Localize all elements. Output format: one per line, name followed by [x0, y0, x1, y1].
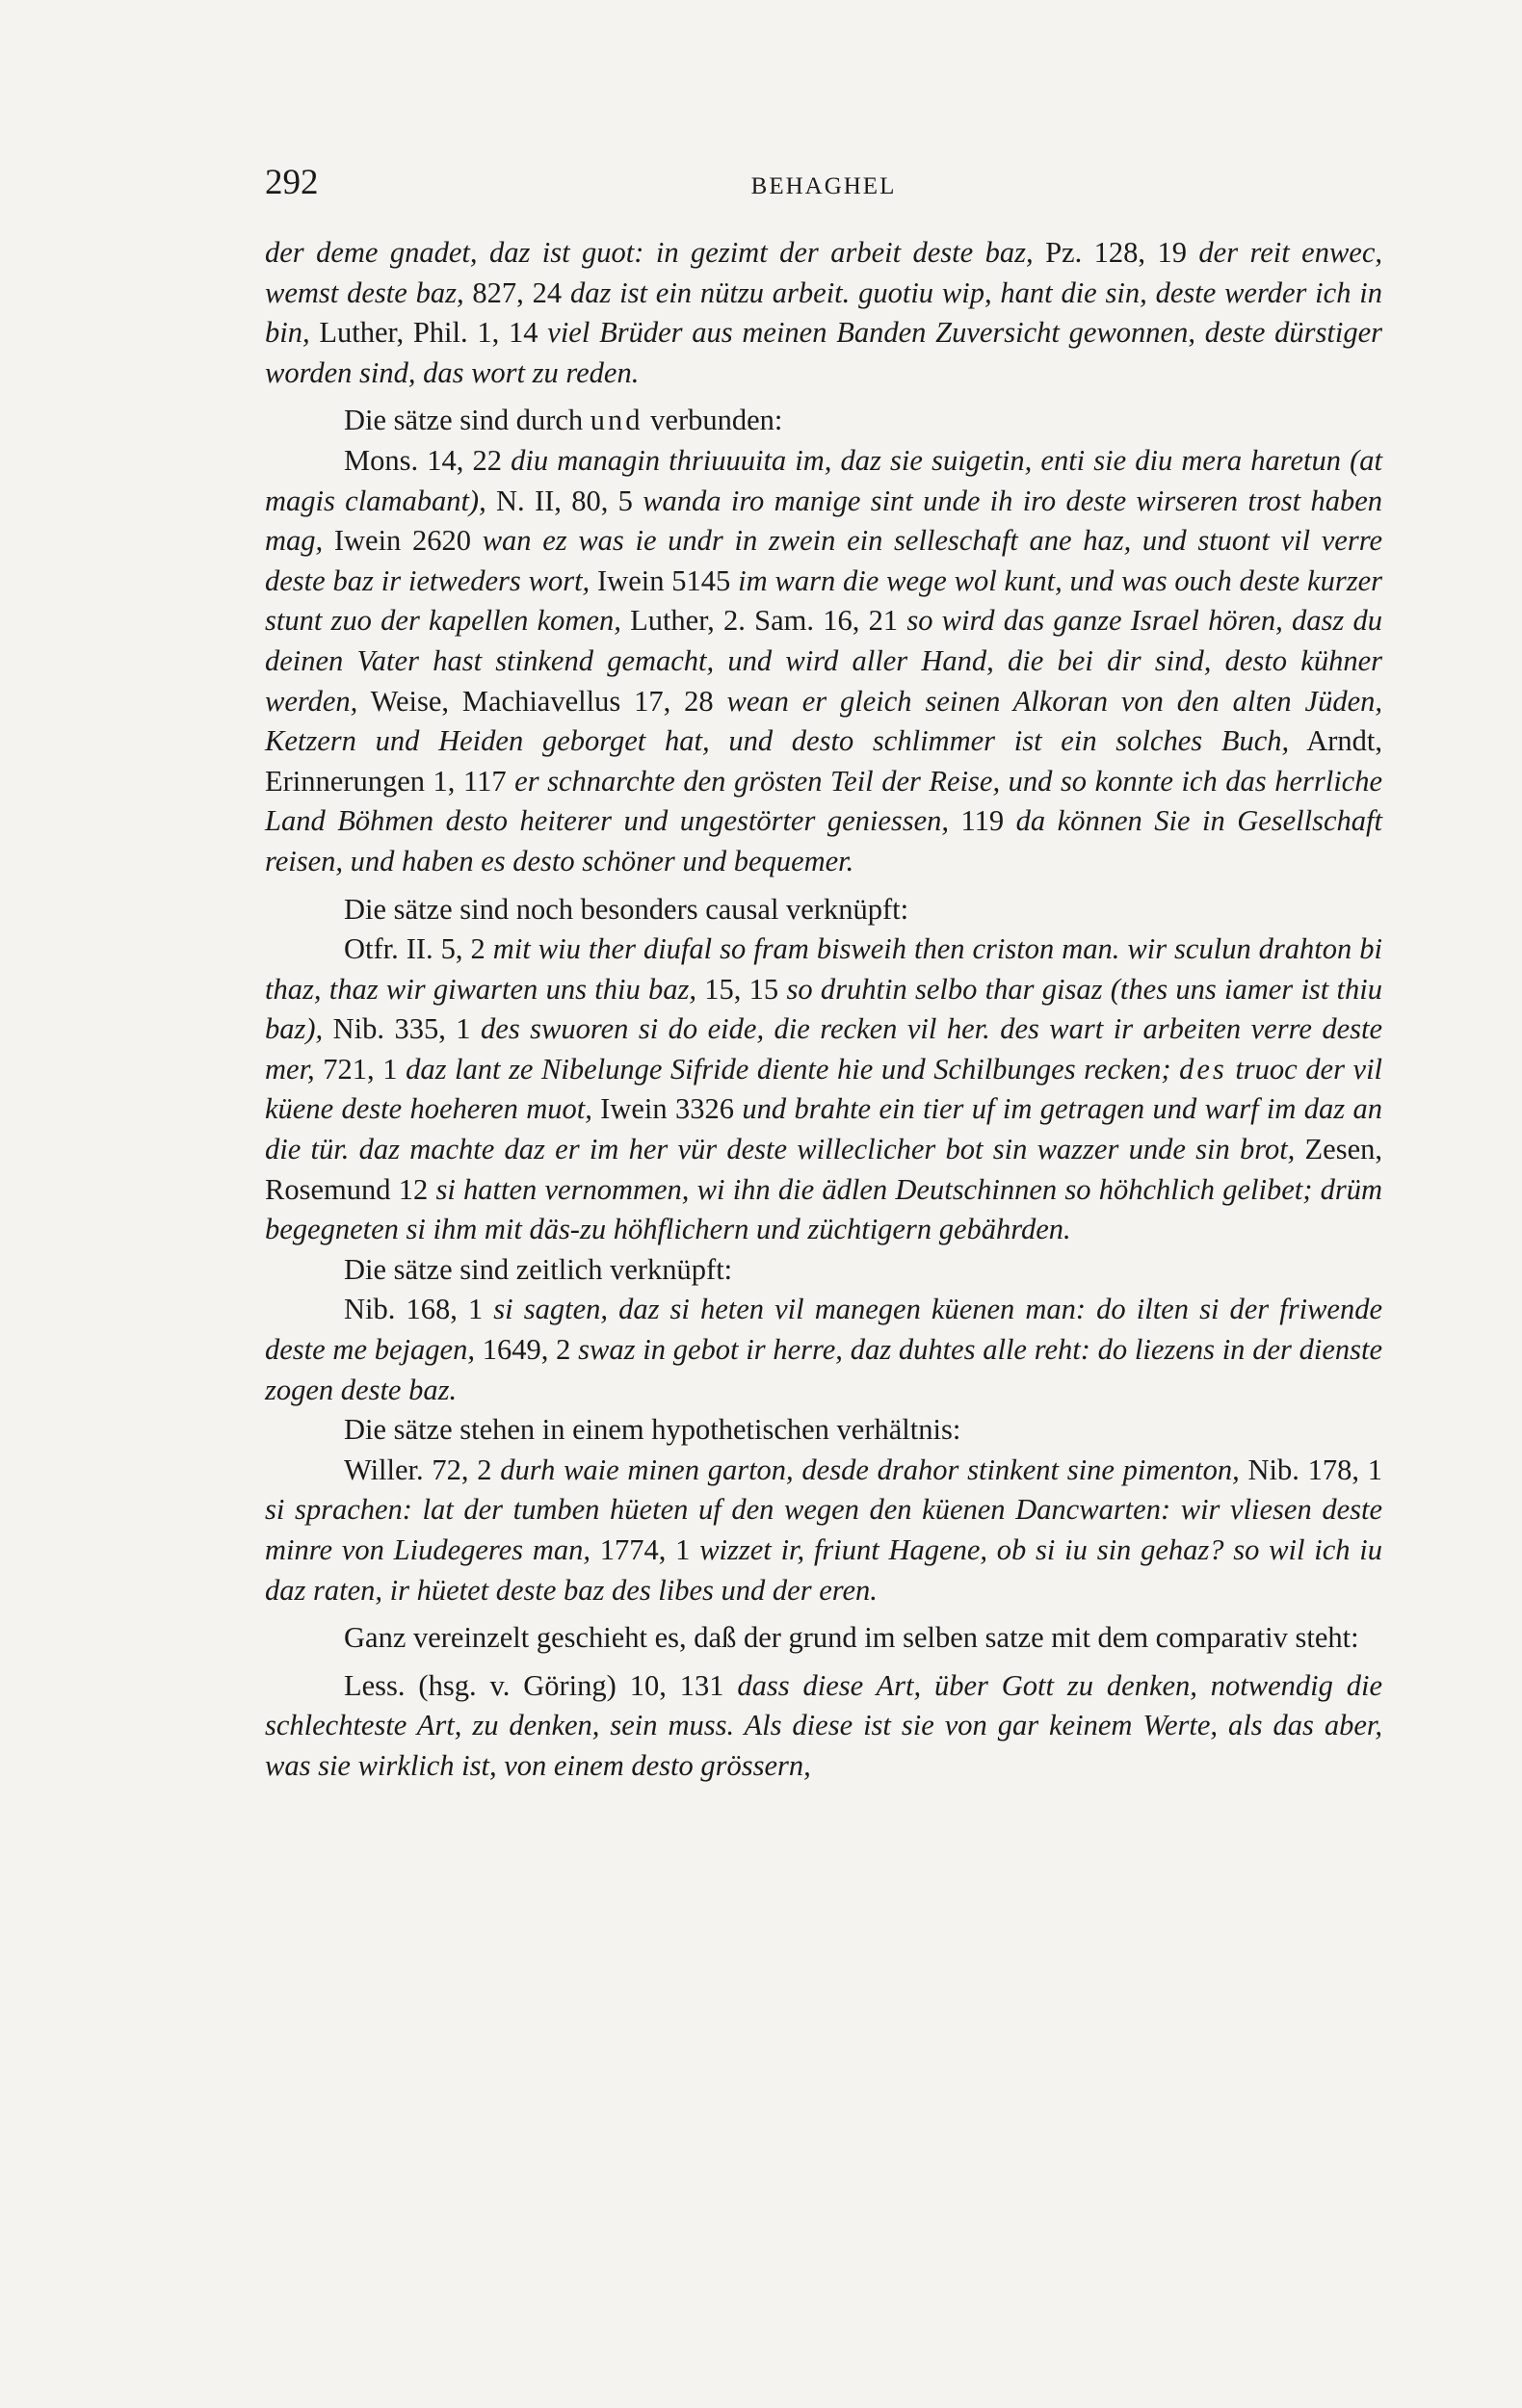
- citation: Zesen, Rosemund 12: [265, 1133, 1382, 1206]
- citation: Weise, Machiavellus 17, 28: [357, 684, 727, 718]
- page-body: [265, 233, 1382, 1787]
- quote: er schnarchte den grösten Teil der Reise, und so konnte ich das herrliche Land Böhmen desto heiterer und ungestörter geniessen,: [265, 764, 1382, 838]
- heading-text: verbunden:: [643, 404, 783, 437]
- paragraph-6: [265, 1666, 1382, 1787]
- paragraph-5: [265, 1451, 1382, 1610]
- citation: 721, 1: [314, 1052, 407, 1086]
- citation: Iwein 5145: [590, 563, 739, 597]
- citation: Mons. 14, 22: [344, 443, 512, 477]
- quote: durh waie minen garton, desde drahor stinkent sine pimenton,: [500, 1453, 1240, 1486]
- quote: mit wiu ther diufal so fram bisweih then criston man. wir sculun drahton bi thaz, thaz wir giwarten uns thiu baz,: [265, 932, 1382, 1006]
- citation: Nib. 168, 1: [344, 1293, 494, 1326]
- citation: N. II, 80, 5: [485, 484, 643, 517]
- quote: der reit enwec, wemst deste baz,: [265, 236, 1383, 309]
- quote: wan ez was ie undr in zwein ein selleschaft ane haz, und stuont vil verre deste baz ir ietweders wort,: [265, 524, 1382, 597]
- section-heading-temporal: Die sätze sind zeitlich verknüpft:: [344, 1252, 733, 1286]
- spaced-word: und: [590, 404, 643, 437]
- quote: wizzet ir, friunt Hagene, ob si iu sin gehaz? so wil ich iu daz raten, ir hüetet deste baz des libes und der eren.: [265, 1533, 1383, 1607]
- citation: Iwein 3326: [591, 1092, 743, 1126]
- citation: Less. (hsg. v. Göring) 10, 131: [344, 1668, 738, 1702]
- citation: Pz. 128, 19: [1033, 236, 1199, 269]
- running-head: BEHAGHEL: [750, 173, 897, 199]
- citation: Luther, 2. Sam. 16, 21: [620, 604, 907, 638]
- quote: swaz in gebot ir herre, daz duhtes alle reht: do liezens in der dienste zogen deste baz.: [265, 1333, 1383, 1406]
- page-header: [265, 162, 1382, 212]
- quote: viel Brüder aus meinen Banden Zuversicht gewonnen, deste dürstiger worden sind, das wort zu reden.: [265, 316, 1382, 389]
- quote: des swuoren si do eide, die recken vil her. des wart ir arbeiten verre deste mer,: [265, 1012, 1382, 1086]
- quote: wean er gleich seinen Alkoran von den alten Jüden, Ketzern und Heiden geborget hat, und desto schlimmer ist ein solches Buch,: [265, 684, 1382, 758]
- quote: wanda iro manige sint unde ih iro deste wirseren trost haben mag,: [265, 484, 1382, 558]
- citation: 827, 24: [463, 275, 570, 309]
- quote: im warn die wege wol kunt, und was ouch deste kurzer stunt zuo der kapellen komen,: [265, 563, 1382, 638]
- quote: so wird das ganze Israel hören, dasz du deinen Vater hast stinkend gemacht, und wird aller Hand, die bei dir sind, desto kühner werden,: [265, 604, 1382, 718]
- citation: Iwein 2620: [323, 524, 483, 558]
- paragraph-1: [265, 233, 1382, 393]
- citation: 1774, 1: [590, 1533, 700, 1566]
- quote: da können Sie in Gesellschaft reisen, und haben es desto schöner und bequemer.: [265, 804, 1382, 877]
- paragraph-4: [265, 1290, 1382, 1410]
- quote: truoc der vil küene deste hoeheren muot,: [265, 1052, 1383, 1126]
- quote: daz lant ze Nibelunge Sifride diente hie und Schilbunges recken;: [406, 1052, 1171, 1086]
- section-heading-comparativ: Ganz vereinzelt geschieht es, daß der grund im selben satze mit dem comparativ steht:: [344, 1621, 1359, 1655]
- citation: 15, 15: [695, 972, 787, 1006]
- paragraph-3: [265, 929, 1382, 1250]
- quote: si sagten, daz si heten vil manegen küenen man: do ilten si der friwende deste me bejagen,: [265, 1293, 1383, 1367]
- quote: und brahte ein tier uf im getragen und warf im daz an die tür. daz machte daz er im her vür deste willeclicher bot sin wazzer unde sin brot,: [265, 1092, 1382, 1166]
- quote: diu managin thriuuuita im, daz sie suigetin, enti sie diu mera haretun (at magis clamabant),: [265, 443, 1382, 517]
- citation: Luther, Phil. 1, 14: [309, 316, 548, 350]
- page-number: 292: [265, 163, 319, 202]
- citation: Nib. 335, 1: [323, 1012, 482, 1046]
- citation: Arndt, Erinnerungen 1, 117: [265, 724, 1382, 798]
- section-heading-hypothetical: Die sätze stehen in einem hypothetischen verhältnis:: [344, 1413, 961, 1447]
- citation: Otfr. II. 5, 2: [344, 932, 493, 966]
- section-heading-causal: Die sätze sind noch besonders causal verknüpft:: [344, 892, 909, 926]
- heading-text: Die sätze sind durch: [344, 404, 590, 437]
- citation: 119: [949, 804, 1016, 838]
- quote: der deme gnadet, daz ist guot: in gezimt der arbeit deste baz,: [265, 236, 1034, 269]
- paragraph-2: [265, 441, 1382, 882]
- quote: daz ist ein nützu arbeit. guotiu wip, hant die sin, deste werder ich in bin,: [265, 275, 1382, 350]
- section-heading-und: [265, 401, 1382, 441]
- quote: si sprachen: lat der tumben hüeten uf den wegen den küenen Dancwarten: wir vliesen deste minre von Liudegeres man,: [265, 1493, 1382, 1566]
- quote: so druhtin selbo thar gisaz (thes uns iamer ist thiu baz),: [265, 972, 1382, 1046]
- citation: Willer. 72, 2: [344, 1453, 501, 1486]
- citation: 1649, 2: [474, 1333, 579, 1367]
- spaced-word: des: [1179, 1052, 1227, 1086]
- quote: si hatten vernommen, wi ihn die ädlen Deutschinnen so höhchlich gelibet; drüm begegneten si ihm mit däs-zu höhflichern und züchtigern gebährden.: [265, 1172, 1382, 1246]
- citation: Nib. 178, 1: [1239, 1453, 1382, 1486]
- quote: dass diese Art, über Gott zu denken, notwendig die schlechteste Art, zu denken, sein muss. Als diese ist sie von gar keinem Werte, als das aber, was sie wirklich ist, von einem desto grössern,: [265, 1668, 1383, 1782]
